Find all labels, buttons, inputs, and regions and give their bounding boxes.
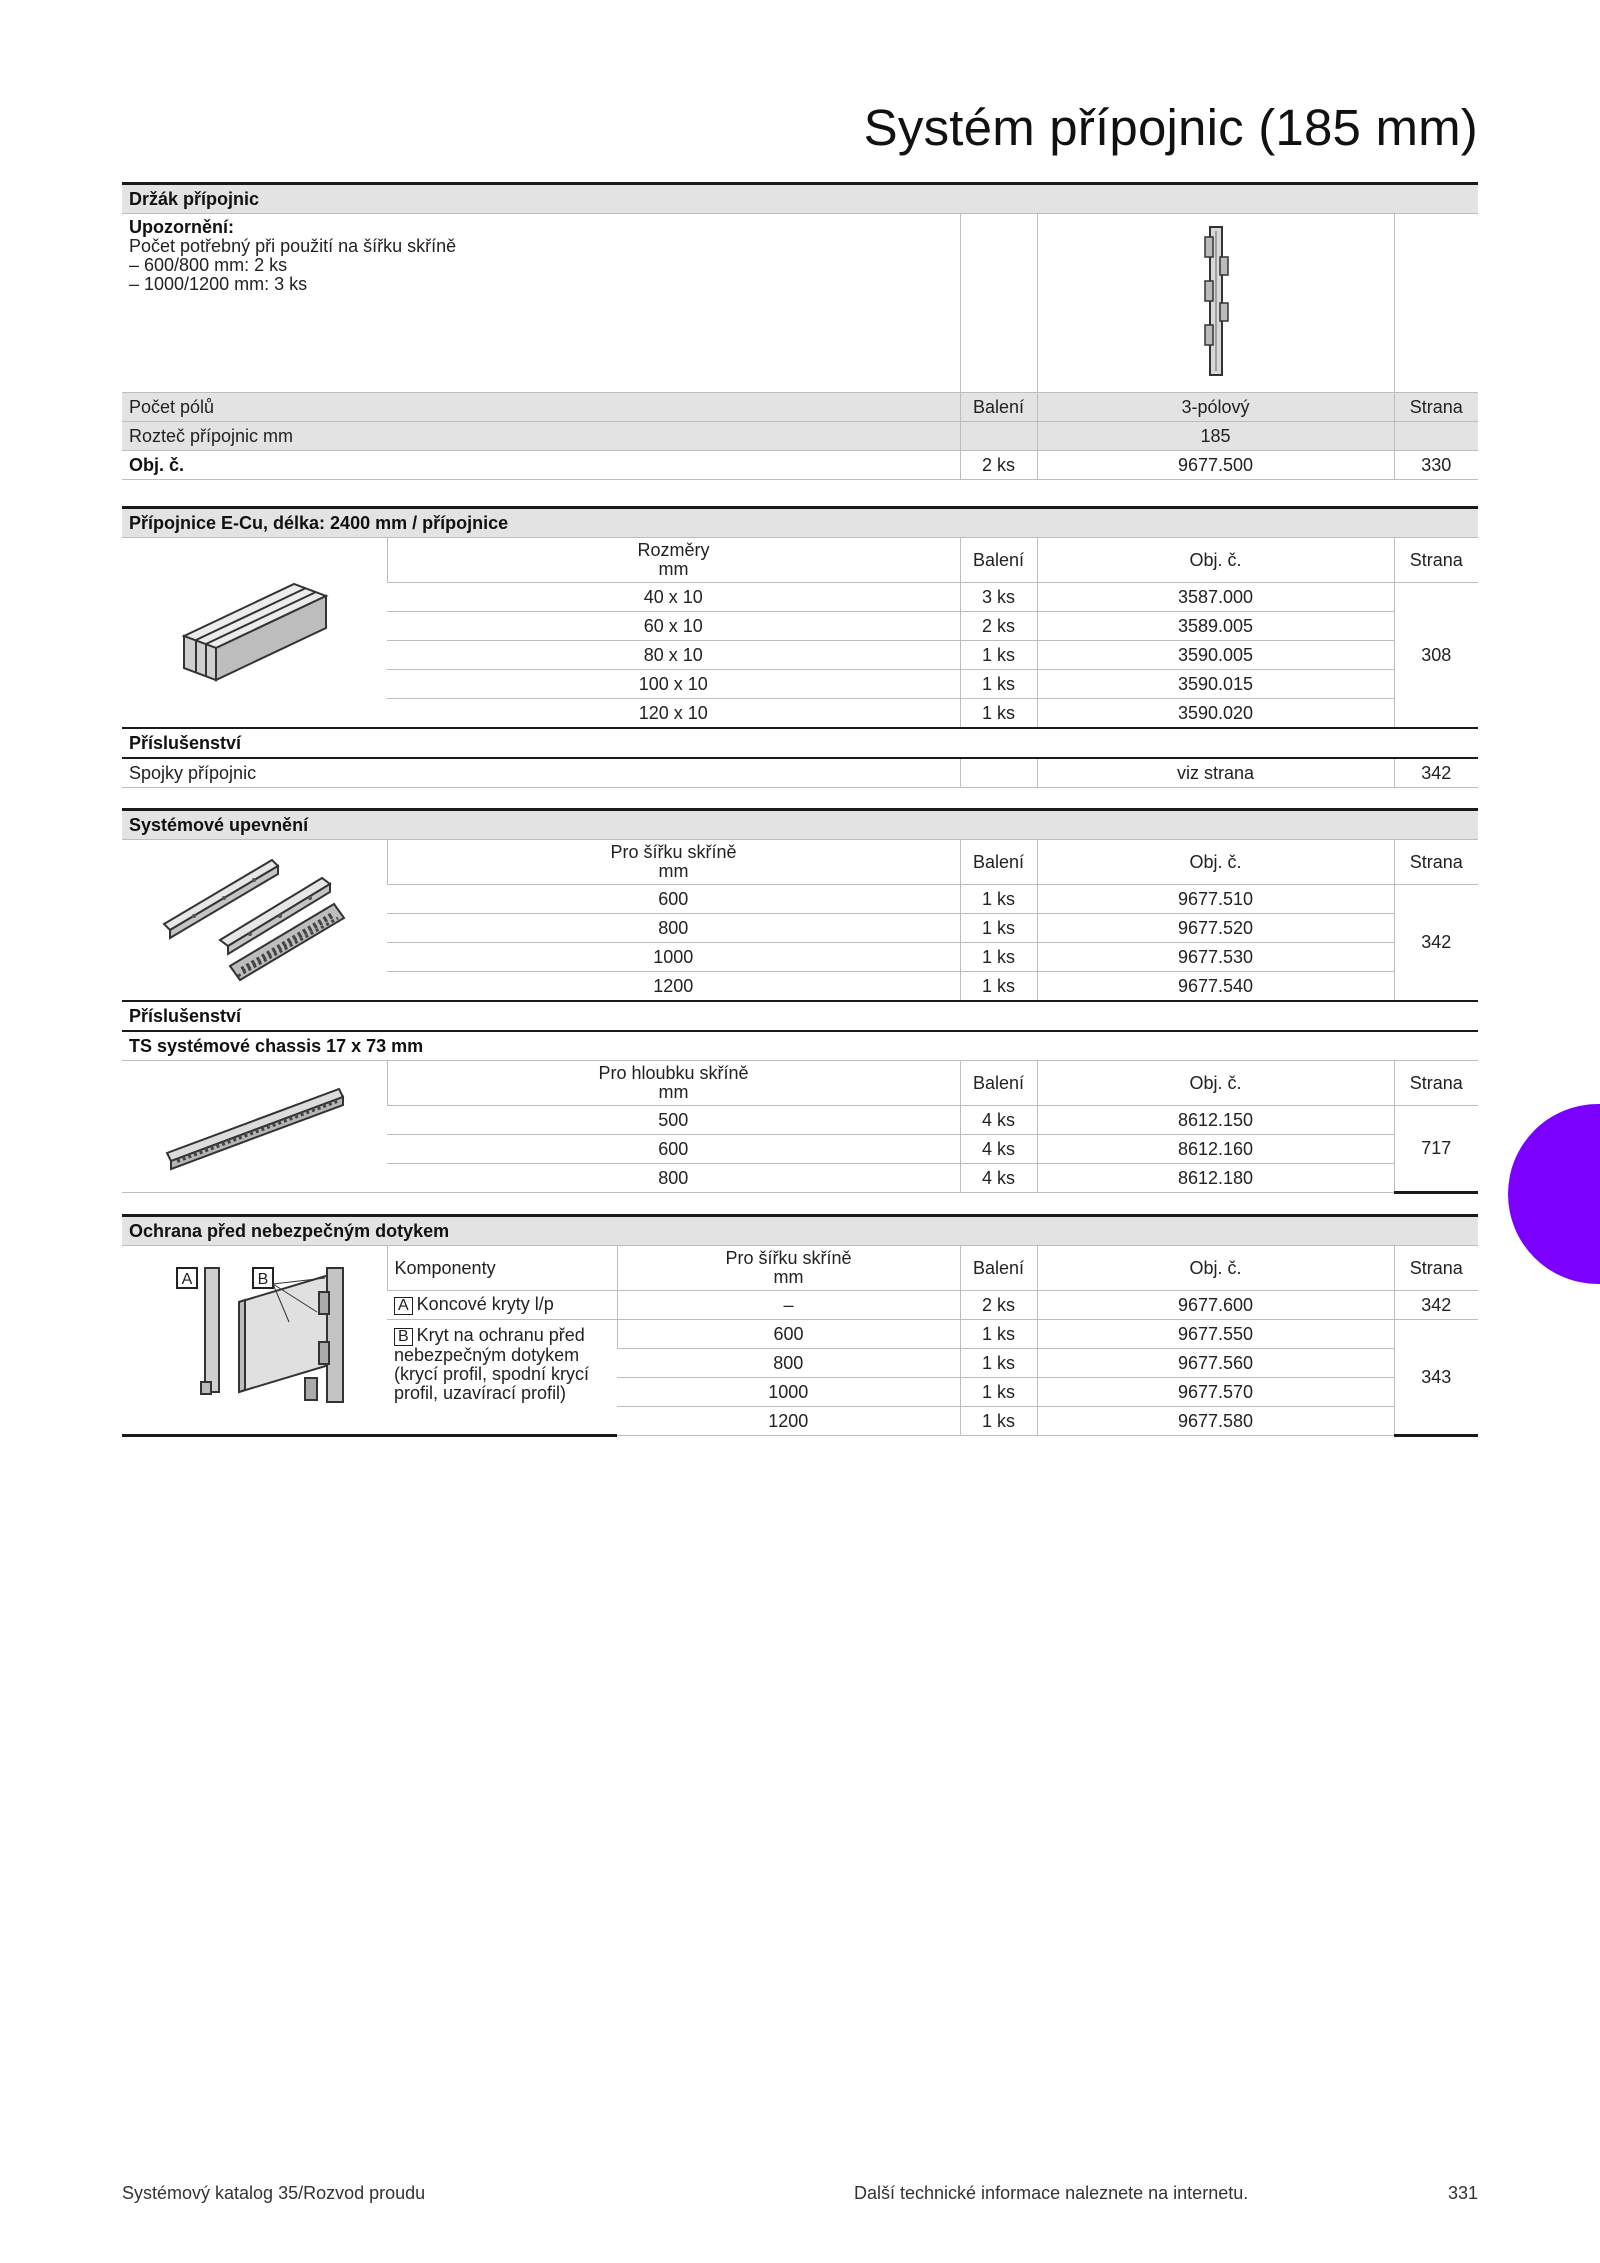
- packaging: 4 ks: [960, 1135, 1037, 1164]
- packaging: 1 ks: [960, 670, 1037, 699]
- col-cabinet-width-unit: mm: [658, 861, 689, 881]
- col-dimensions-label: Rozměry: [637, 540, 710, 560]
- component-b-label: Kryt na ochranu před nebezpečným dotykem (krycí profil, spodní krycí profil, uzavírací profil): [394, 1325, 590, 1403]
- dimension: 80 x 10: [387, 641, 960, 670]
- label-b: B: [394, 1328, 413, 1346]
- packaging: 1 ks: [960, 1320, 1037, 1349]
- col-page: Strana: [1394, 840, 1478, 885]
- order-no: 9677.570: [1037, 1378, 1394, 1407]
- page-ref: 343: [1394, 1320, 1478, 1436]
- component-b: [387, 1320, 617, 1436]
- col-components: Komponenty: [387, 1246, 617, 1291]
- packaging: 2 ks: [960, 1291, 1037, 1320]
- order-no: 3590.020: [1037, 699, 1394, 729]
- busbar-holder-image: [1037, 214, 1394, 393]
- packaging: 1 ks: [960, 885, 1037, 914]
- system-mounting-image: [122, 840, 387, 1002]
- order-no: 9677.530: [1037, 943, 1394, 972]
- packaging: 4 ks: [960, 1164, 1037, 1193]
- cabinet-width: 1200: [617, 1407, 960, 1436]
- col-packaging: Balení: [960, 538, 1037, 583]
- order-no: 8612.150: [1037, 1106, 1394, 1135]
- pitch-page: [1394, 422, 1478, 451]
- packaging: 1 ks: [960, 1378, 1037, 1407]
- ts-chassis-image: [122, 1061, 387, 1193]
- order-no-label: Obj. č.: [122, 451, 960, 480]
- dimension: 100 x 10: [387, 670, 960, 699]
- packaging: 1 ks: [960, 914, 1037, 943]
- col-packaging: Balení: [960, 1246, 1037, 1291]
- col-cabinet-width: [387, 840, 960, 885]
- order-no: 9677.500: [1037, 451, 1394, 480]
- label-b: B: [257, 1271, 269, 1288]
- col-page: Strana: [1394, 1061, 1478, 1106]
- chapter-tab: [1508, 1104, 1600, 1284]
- packaging: 2 ks: [960, 612, 1037, 641]
- dimension: 60 x 10: [387, 612, 960, 641]
- order-no: 3589.005: [1037, 612, 1394, 641]
- page-title: Systém přípojnic (185 mm): [863, 99, 1478, 156]
- touch-protection-image: [122, 1246, 387, 1436]
- order-no: 9677.540: [1037, 972, 1394, 1002]
- packaging: 1 ks: [960, 699, 1037, 729]
- page-ref: 342: [1394, 758, 1478, 788]
- order-no: 9677.510: [1037, 885, 1394, 914]
- col-packaging: Balení: [960, 393, 1037, 422]
- page-ref: 308: [1394, 583, 1478, 729]
- col-dimensions-unit: mm: [658, 559, 689, 579]
- col-packaging: Balení: [960, 840, 1037, 885]
- note-line: – 1000/1200 mm: 3 ks: [129, 274, 308, 294]
- section-title: Systémové upevnění: [122, 810, 1478, 840]
- section-title: Přípojnice E-Cu, délka: 2400 mm / přípojnice: [122, 508, 1478, 538]
- accessory-title: Příslušenství: [122, 1001, 1478, 1031]
- packaging: 3 ks: [960, 583, 1037, 612]
- accessory-see-page: viz strana: [1037, 758, 1394, 788]
- cabinet-width: 1200: [387, 972, 960, 1002]
- col-page: Strana: [1394, 538, 1478, 583]
- col-cabinet-width: [617, 1246, 960, 1291]
- note-line: – 600/800 mm: 2 ks: [129, 255, 288, 275]
- col-packaging: Balení: [960, 1061, 1037, 1106]
- page-ref: 717: [1394, 1106, 1478, 1193]
- section-title: Držák přípojnic: [122, 184, 1478, 214]
- page-ref: 330: [1394, 451, 1478, 480]
- section-system-mounting: [122, 808, 1478, 1194]
- cabinet-depth: 600: [387, 1135, 960, 1164]
- cabinet-width: 600: [387, 885, 960, 914]
- component-a: [387, 1291, 617, 1320]
- pitch-label: Rozteč přípojnic mm: [122, 422, 960, 451]
- packaging: 1 ks: [960, 641, 1037, 670]
- col-order-no: Obj. č.: [1037, 1246, 1394, 1291]
- note-line: Počet potřebný při použití na šířku skříně: [129, 236, 457, 256]
- order-no: 3590.005: [1037, 641, 1394, 670]
- cabinet-width: 800: [387, 914, 960, 943]
- cabinet-depth: 800: [387, 1164, 960, 1193]
- packaging: 2 ks: [960, 451, 1037, 480]
- cabinet-width: 1000: [617, 1378, 960, 1407]
- col-cabinet-width-label: Pro šířku skříně: [725, 1248, 852, 1268]
- col-cabinet-depth-unit: mm: [658, 1082, 689, 1102]
- order-no: 9677.560: [1037, 1349, 1394, 1378]
- section-touch-protection: [122, 1214, 1478, 1437]
- cabinet-width: 1000: [387, 943, 960, 972]
- subsection-title: TS systémové chassis 17 x 73 mm: [122, 1031, 1478, 1061]
- order-no: 9677.520: [1037, 914, 1394, 943]
- pitch-packaging: [960, 422, 1037, 451]
- dimension: 120 x 10: [387, 699, 960, 729]
- order-no: 8612.160: [1037, 1135, 1394, 1164]
- order-no: 9677.580: [1037, 1407, 1394, 1436]
- cabinet-width: –: [617, 1291, 960, 1320]
- col-page: Strana: [1394, 1246, 1478, 1291]
- packaging: 1 ks: [960, 1407, 1037, 1436]
- section-busbars: [122, 506, 1478, 788]
- busbar-image: [122, 538, 387, 729]
- section-busbar-holder: [122, 182, 1478, 480]
- cabinet-width: 800: [617, 1349, 960, 1378]
- order-no: 8612.180: [1037, 1164, 1394, 1193]
- note: [122, 214, 960, 393]
- pitch-value: 185: [1037, 422, 1394, 451]
- accessory-name: Spojky přípojnic: [122, 758, 960, 788]
- col-order-no: Obj. č.: [1037, 840, 1394, 885]
- component-a-label: Koncové kryty l/p: [416, 1294, 554, 1314]
- packaging: 4 ks: [960, 1106, 1037, 1135]
- label-a: A: [181, 1271, 193, 1288]
- page-ref: 342: [1394, 1291, 1478, 1320]
- note-title: Upozornění:: [129, 217, 234, 237]
- cabinet-width: 600: [617, 1320, 960, 1349]
- order-no: 9677.600: [1037, 1291, 1394, 1320]
- dimension: 40 x 10: [387, 583, 960, 612]
- footer-catalog: Systémový katalog 35/Rozvod proudu: [122, 2183, 426, 2203]
- col-cabinet-width-unit: mm: [773, 1267, 804, 1287]
- packaging: 1 ks: [960, 1349, 1037, 1378]
- label-a: A: [394, 1297, 413, 1315]
- page-ref: 342: [1394, 885, 1478, 1002]
- col-cabinet-width-label: Pro šířku skříně: [610, 842, 737, 862]
- packaging: 1 ks: [960, 943, 1037, 972]
- col-order-no: Obj. č.: [1037, 1061, 1394, 1106]
- poles-label: Počet pólů: [122, 393, 960, 422]
- footer-info: Další technické informace naleznete na internetu.: [854, 2183, 1249, 2203]
- page-number: 331: [1447, 2183, 1478, 2203]
- order-no: 3590.015: [1037, 670, 1394, 699]
- accessory-title: Příslušenství: [122, 728, 1478, 758]
- section-title: Ochrana před nebezpečným dotykem: [122, 1216, 1478, 1246]
- poles-value: 3-pólový: [1037, 393, 1394, 422]
- col-page: Strana: [1394, 393, 1478, 422]
- col-cabinet-depth-label: Pro hloubku skříně: [598, 1063, 749, 1083]
- cabinet-depth: 500: [387, 1106, 960, 1135]
- col-dimensions: [387, 538, 960, 583]
- col-cabinet-depth: [387, 1061, 960, 1106]
- packaging: 1 ks: [960, 972, 1037, 1002]
- col-order-no: Obj. č.: [1037, 538, 1394, 583]
- order-no: 3587.000: [1037, 583, 1394, 612]
- order-no: 9677.550: [1037, 1320, 1394, 1349]
